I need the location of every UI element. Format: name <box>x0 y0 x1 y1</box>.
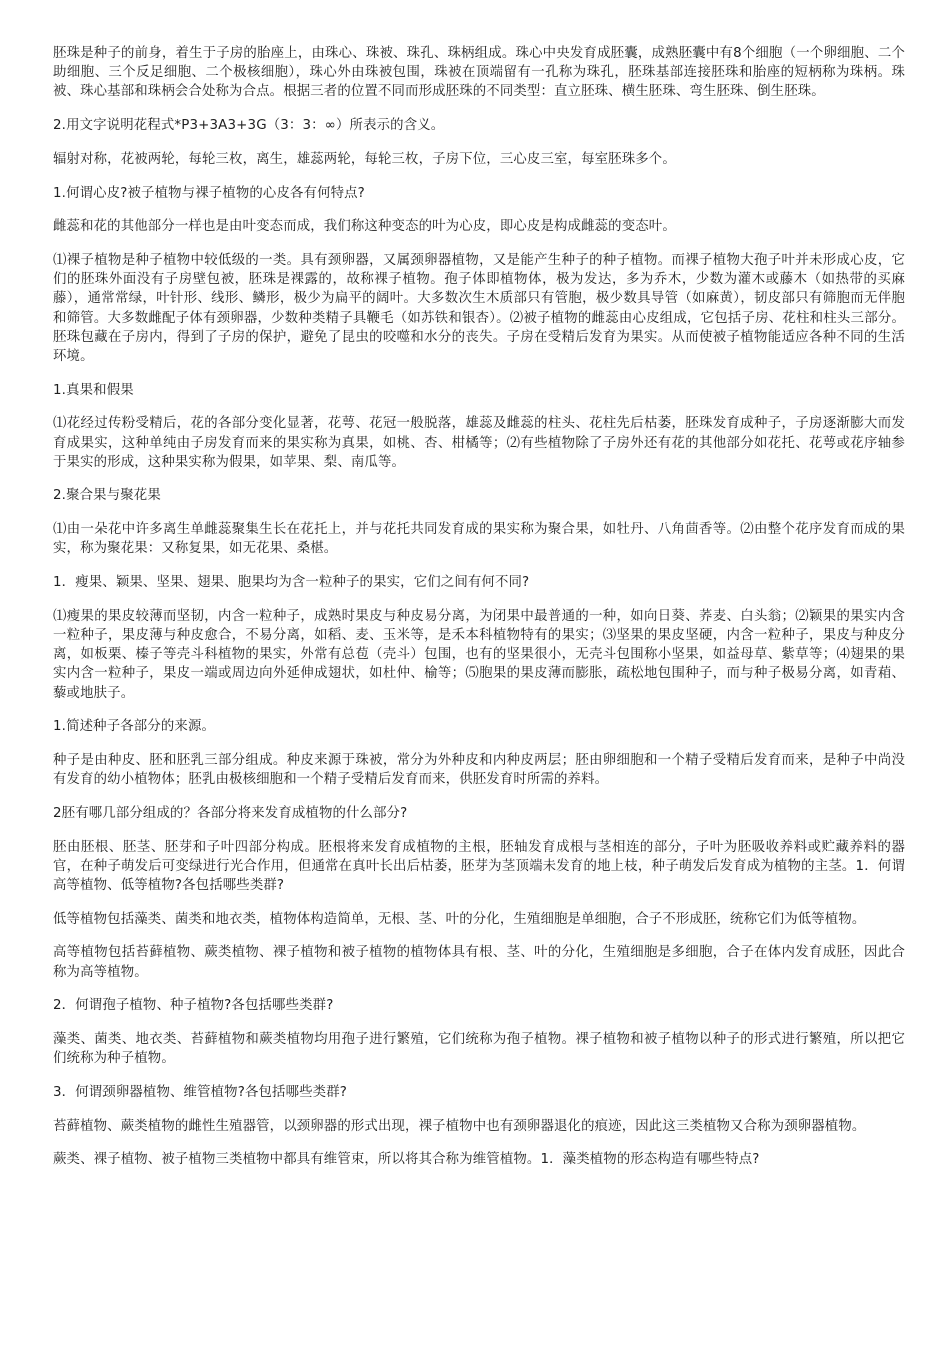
document-body <box>53 44 905 1184</box>
answer-true-false-fruit: ⑴花经过传粉受精后，花的各部分变化显著，花萼、花冠一般脱落，雄蕊及雌蕊的柱头、花柱先后枯萎，胚珠发育成种子，子房逐渐膨大而发育成果实，这种单纯由子房发育而来的果实称为真果，如桃、杏、柑橘等；⑵有些植物除了子房外还有花的其他部分如花托、花萼或花序轴参于果实的形成，这种果实称为假果，如苹果、梨、南瓜等。 <box>53 416 905 470</box>
question-spore-seed-plants: 2．何谓孢子植物、种子植物?各包括哪些类群? <box>53 998 334 1014</box>
question-single-seed-fruits: 1．瘦果、颖果、坚果、翅果、胞果均为含一粒种子的果实，它们之间有何不同? <box>53 575 530 591</box>
question-aggregate-multiple-fruit: 2.聚合果与聚花果 <box>53 488 161 504</box>
question-archegoniate-vascular: 3．何谓颈卵器植物、维管植物?各包括哪些类群? <box>53 1084 347 1100</box>
answer-aggregate-multiple-fruit: ⑴由一朵花中许多离生单雌蕊聚集生长在花托上，并与花托共同发育成的果实称为聚合果，如牡丹、八角茴香等。⑵由整个花序发育而成的果实，称为聚花果：又称复果，如无花果、桑椹。 <box>53 522 905 557</box>
answer-carpel-comparison: ⑴裸子植物是种子植物中较低级的一类。具有颈卵器，又属颈卵器植物，又是能产生种子的种子植物。而裸子植物大孢子叶并未形成心皮，它们的胚珠外面没有子房壁包被，胚珠是裸露的，故称裸子植物。孢子体即植物体，极为发达，多为乔木，少数为灌木或藤木（如热带的买麻藤），通常常绿，叶针形、线形、鳞形，极少为扁平的阔叶。大多数次生木质部只有管胞，极少数具导管（如麻黄），韧皮部只有筛胞而无伴胞和筛管。大多数雌配子体有颈卵器，少数种类精子具鞭毛（如苏铁和银杏）。⑵被子植物的雌蕊由心皮组成，它包括子房、花柱和柱头三部分。胚珠包藏在子房内，得到了子房的保护，避免了昆虫的咬噬和水分的丧失。子房在受精后发育为果实。从而使被子植物能适应各种不同的生活环境。 <box>53 252 905 364</box>
answer-archegoniate: 苔藓植物、蕨类植物的雌性生殖器管，以颈卵器的形式出现，裸子植物中也有颈卵器退化的痕迹，因此这三类植物又合称为颈卵器植物。 <box>53 1118 866 1134</box>
paragraph-ovule-structure: 胚珠是种子的前身，着生于子房的胎座上，由珠心、珠被、珠孔、珠柄组成。珠心中央发育成胚囊，成熟胚囊中有8个细胞（一个卵细胞、二个助细胞、三个反足细胞、二个极核细胞），珠心外由珠被包围，珠被在顶端留有一孔称为珠孔，胚珠基部连接胚珠和胎座的短柄称为珠柄。珠被、珠心基部和珠柄会合处称为合点。根据三者的位置不同而形成胚珠的不同类型：直立胚珠、横生胚珠、弯生胚珠、倒生胚珠。 <box>53 46 905 100</box>
answer-floral-formula: 辐射对称，花被两轮，每轮三枚，离生，雄蕊两轮，每轮三枚，子房下位，三心皮三室，每室胚珠多个。 <box>53 151 676 167</box>
question-seed-origin: 1.简述种子各部分的来源。 <box>53 719 216 735</box>
answer-seed-origin: 种子是由种皮、胚和胚乳三部分组成。种皮来源于珠被，常分为外种皮和内种皮两层；胚由卵细胞和一个精子受精后发育而来，是种子中尚没有发育的幼小植物体；胚乳由极核细胞和一个精子受精后发育而来，供胚发育时所需的养料。 <box>53 752 905 788</box>
answer-vascular: 蕨类、裸子植物、被子植物三类植物中都具有维管束，所以将其合称为维管植物。1．藻类植物的形态构造有哪些特点? <box>53 1152 760 1168</box>
question-floral-formula: 2.用文字说明花程式*P3+3A3+3G（3：3：∞）所表示的含义。 <box>53 118 445 134</box>
question-true-false-fruit: 1.真果和假果 <box>53 382 134 398</box>
answer-higher-plants: 高等植物包括苔藓植物、蕨类植物、裸子植物和被子植物的植物体具有根、茎、叶的分化，生殖细胞是多细胞，合子在体内发育成胚，因此合称为高等植物。 <box>53 945 905 980</box>
answer-single-seed-fruits: ⑴瘦果的果皮较薄而坚韧，内含一粒种子，成熟时果皮与种皮易分离，为闭果中最普通的一种，如向日葵、荞麦、白头翁；⑵颖果的果实内含一粒种子，果皮薄与种皮愈合，不易分离，如稻、麦、玉米等，是禾本科植物特有的果实；⑶坚果的果皮坚硬，内含一粒种子，果皮与种皮分离，如板栗、榛子等壳斗科植物的果实，外常有总苞（壳斗）包围，也有的坚果很小，无壳斗包围称小坚果，如益母草、紫草等；⑷翅果的果实内含一粒种子，果皮一端或周边向外延伸成翅状，如杜仲、榆等；⑸胞果的果皮薄而膨胀，疏松地包围种子，而与种子极易分离，如青葙、藜或地肤子。 <box>53 608 905 701</box>
answer-spore-seed-plants: 藻类、菌类、地衣类、苔藓植物和蕨类植物均用孢子进行繁殖，它们统称为孢子植物。裸子植物和被子植物以种子的形式进行繁殖，所以把它们统称为种子植物。 <box>53 1032 905 1067</box>
answer-carpel-definition: 雌蕊和花的其他部分一样也是由叶变态而成，我们称这种变态的叶为心皮，即心皮是构成雌蕊的变态叶。 <box>53 219 676 235</box>
answer-lower-plants: 低等植物包括藻类、菌类和地衣类，植物体构造简单，无根、茎、叶的分化，生殖细胞是单细胞，合子不形成胚，统称它们为低等植物。 <box>53 911 866 927</box>
question-carpel: 1.何谓心皮?被子植物与裸子植物的心皮各有何特点? <box>53 185 365 201</box>
answer-embryo-parts: 胚由胚根、胚茎、胚芽和子叶四部分构成。胚根将来发育成植物的主根，胚轴发育成根与茎相连的部分，子叶为胚吸收养料或贮藏养料的器官，在种子萌发后可变绿进行光合作用，但通常在真叶长出后枯萎，胚芽为茎顶端未发育的地上枝，种子萌发后发育成为植物的主茎。1．何谓高等植物、低等植物?各包括哪些类群? <box>53 839 905 893</box>
question-embryo-parts: 2胚有哪几部分组成的？各部分将来发育成植物的什么部分? <box>53 805 408 821</box>
